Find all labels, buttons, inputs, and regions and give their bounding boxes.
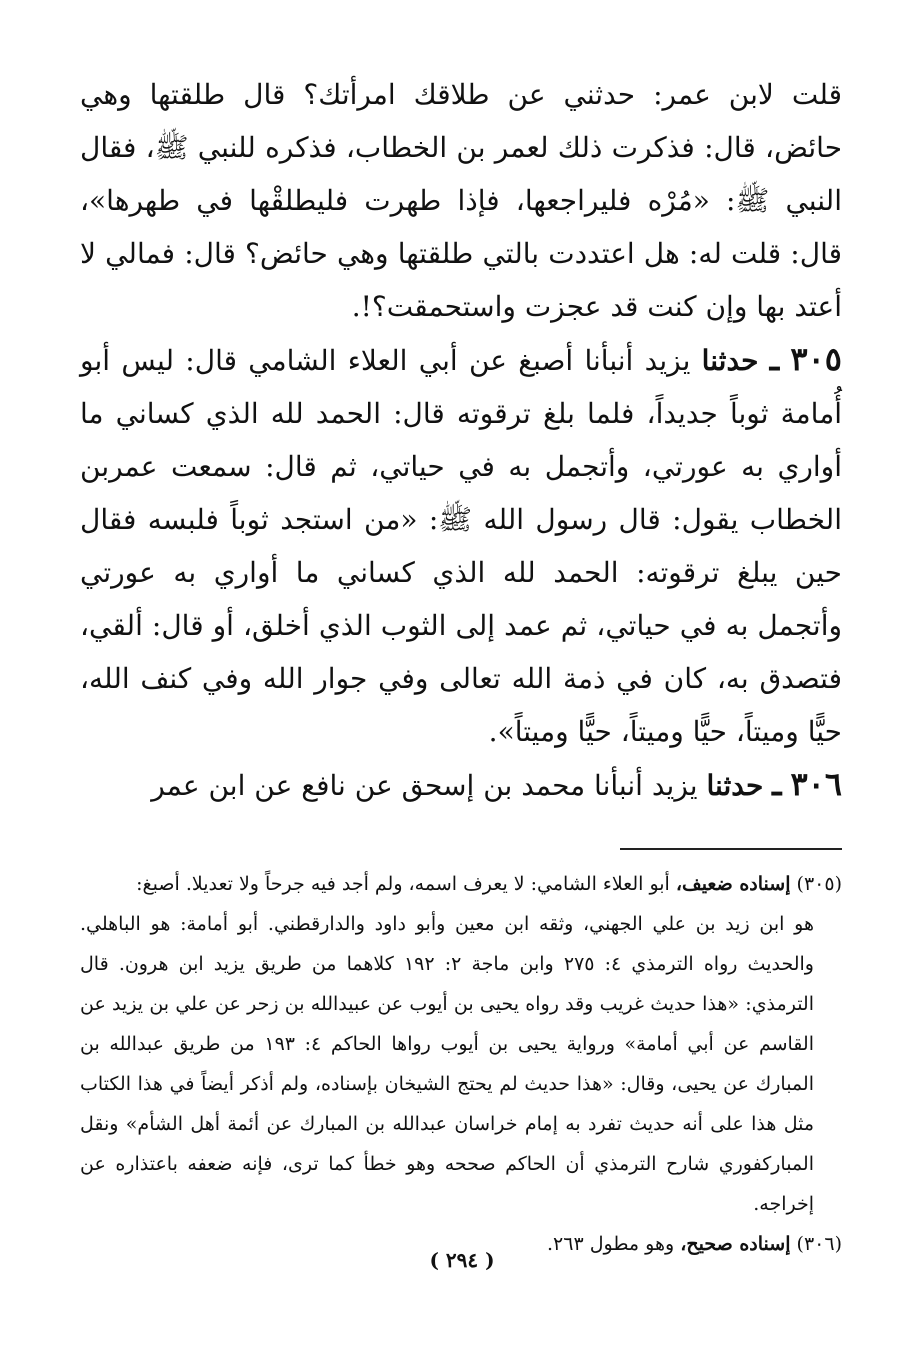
footnote-grade: إسناده ضعيف، — [675, 873, 791, 895]
hadith-text: يزيد أنبأنا محمد بن إسحق عن نافع عن ابن عمر — [151, 769, 698, 802]
hadith-306 — [80, 758, 842, 812]
footnote-label: (٣٠٦) — [796, 1233, 842, 1255]
hadith-continuation: قلت لابن عمر: حدثني عن طلاقك امرأتك؟ قال طلقتها وهي حائض، قال: فذكرت ذلك لعمر بن الخطاب، فذكره للنبي ﷺ، فقال النبي ﷺ: «مُرْه فليراجعها، فإذا طهرت فليطلقْها في طهرها»، قال: قلت له: هل اعتددت بالتي طلقتها وهي حائض؟ قال: فمالي لا أعتد بها وإن كنت قد عجزت واستحمقت؟!. — [80, 78, 842, 323]
footnote-label: (٣٠٥) — [796, 873, 842, 895]
footnote-grade: إسناده صحيح، — [680, 1233, 791, 1255]
footnote-first-line: أبو العلاء الشامي: لا يعرف اسمه، ولم أجد فيه جرحاً ولا تعديلا. أصبغ: — [136, 873, 670, 895]
page-number: ( ٢٩٤ ) — [429, 1248, 495, 1272]
main-text — [80, 68, 842, 812]
haddathana-word: حدثنا — [706, 769, 764, 802]
hadith-number: ٣٠٥ — [790, 340, 842, 378]
hadith-305 — [80, 333, 842, 758]
page-content — [80, 68, 842, 1264]
hadith-number: ٣٠٦ — [790, 765, 842, 803]
footnote-text: وهو مطول ٢٦٣. — [547, 1233, 675, 1255]
haddathana-word: حدثنا — [701, 344, 759, 377]
footnote-305-body: هو ابن زيد بن علي الجهني، وثقه ابن معين وأبو داود والدارقطني. أبو أمامة: هو الباهلي. والحديث رواه الترمذي ٤: ٢٧٥ وابن ماجة ٢: ١٩٢ كلاهما من طريق يزيد ابن هرون. قال الترمذي: «هذا حديث غريب وقد رواه يحيى بن أيوب عن عبيدالله بن زحر عن علي بن يزيد عن القاسم عن أبي أمامة» ورواية يحيى بن أيوب رواها الحاكم ٤: ١٩٣ من طريق عبدالله بن المبارك عن يحيى، وقال: «هذا حديث لم يحتج الشيخان بإسناده، ولم أذكر أيضاً في هذا الكتاب مثل هذا على أنه حديث تفرد به إمام خراسان عبدالله بن المبارك عن أئمة أهل الشأم» ونقل المباركفوري شارح الترمذي أن الحاكم صححه وهو خطأ كما ترى، فإنه ضعفه باعتذاره عن إخراجه. — [80, 913, 814, 1215]
hadith-text: يزيد أنبأنا أصبغ عن أبي العلاء الشامي قال: ليس أبو أُمامة ثوباً جديداً، فلما بلغ ترقوته قال: الحمد لله الذي كساني ما أواري به عورتي، وأتجمل به في حياتي، ثم قال: سمعت عمربن الخطاب يقول: قال رسول الله ﷺ: «من استجد ثوباً فلبسه فقال حين يبلغ ترقوته: الحمد لله الذي كساني ما أواري به عورتي وأتجمل به في حياتي، ثم عمد إلى الثوب الذي أخلق، أو قال: ألقي، فتصدق به، كان في ذمة الله تعالى وفي جوار الله وفي كنف الله، حيًّا وميتاً، حيًّا وميتاً، حيًّا وميتاً». — [80, 344, 842, 748]
hadith-dash: ـ — [769, 340, 780, 378]
footnote-305 — [80, 864, 842, 904]
footnotes — [80, 864, 842, 1264]
footnote-divider — [620, 848, 842, 850]
hadith-dash: ـ — [772, 765, 782, 803]
